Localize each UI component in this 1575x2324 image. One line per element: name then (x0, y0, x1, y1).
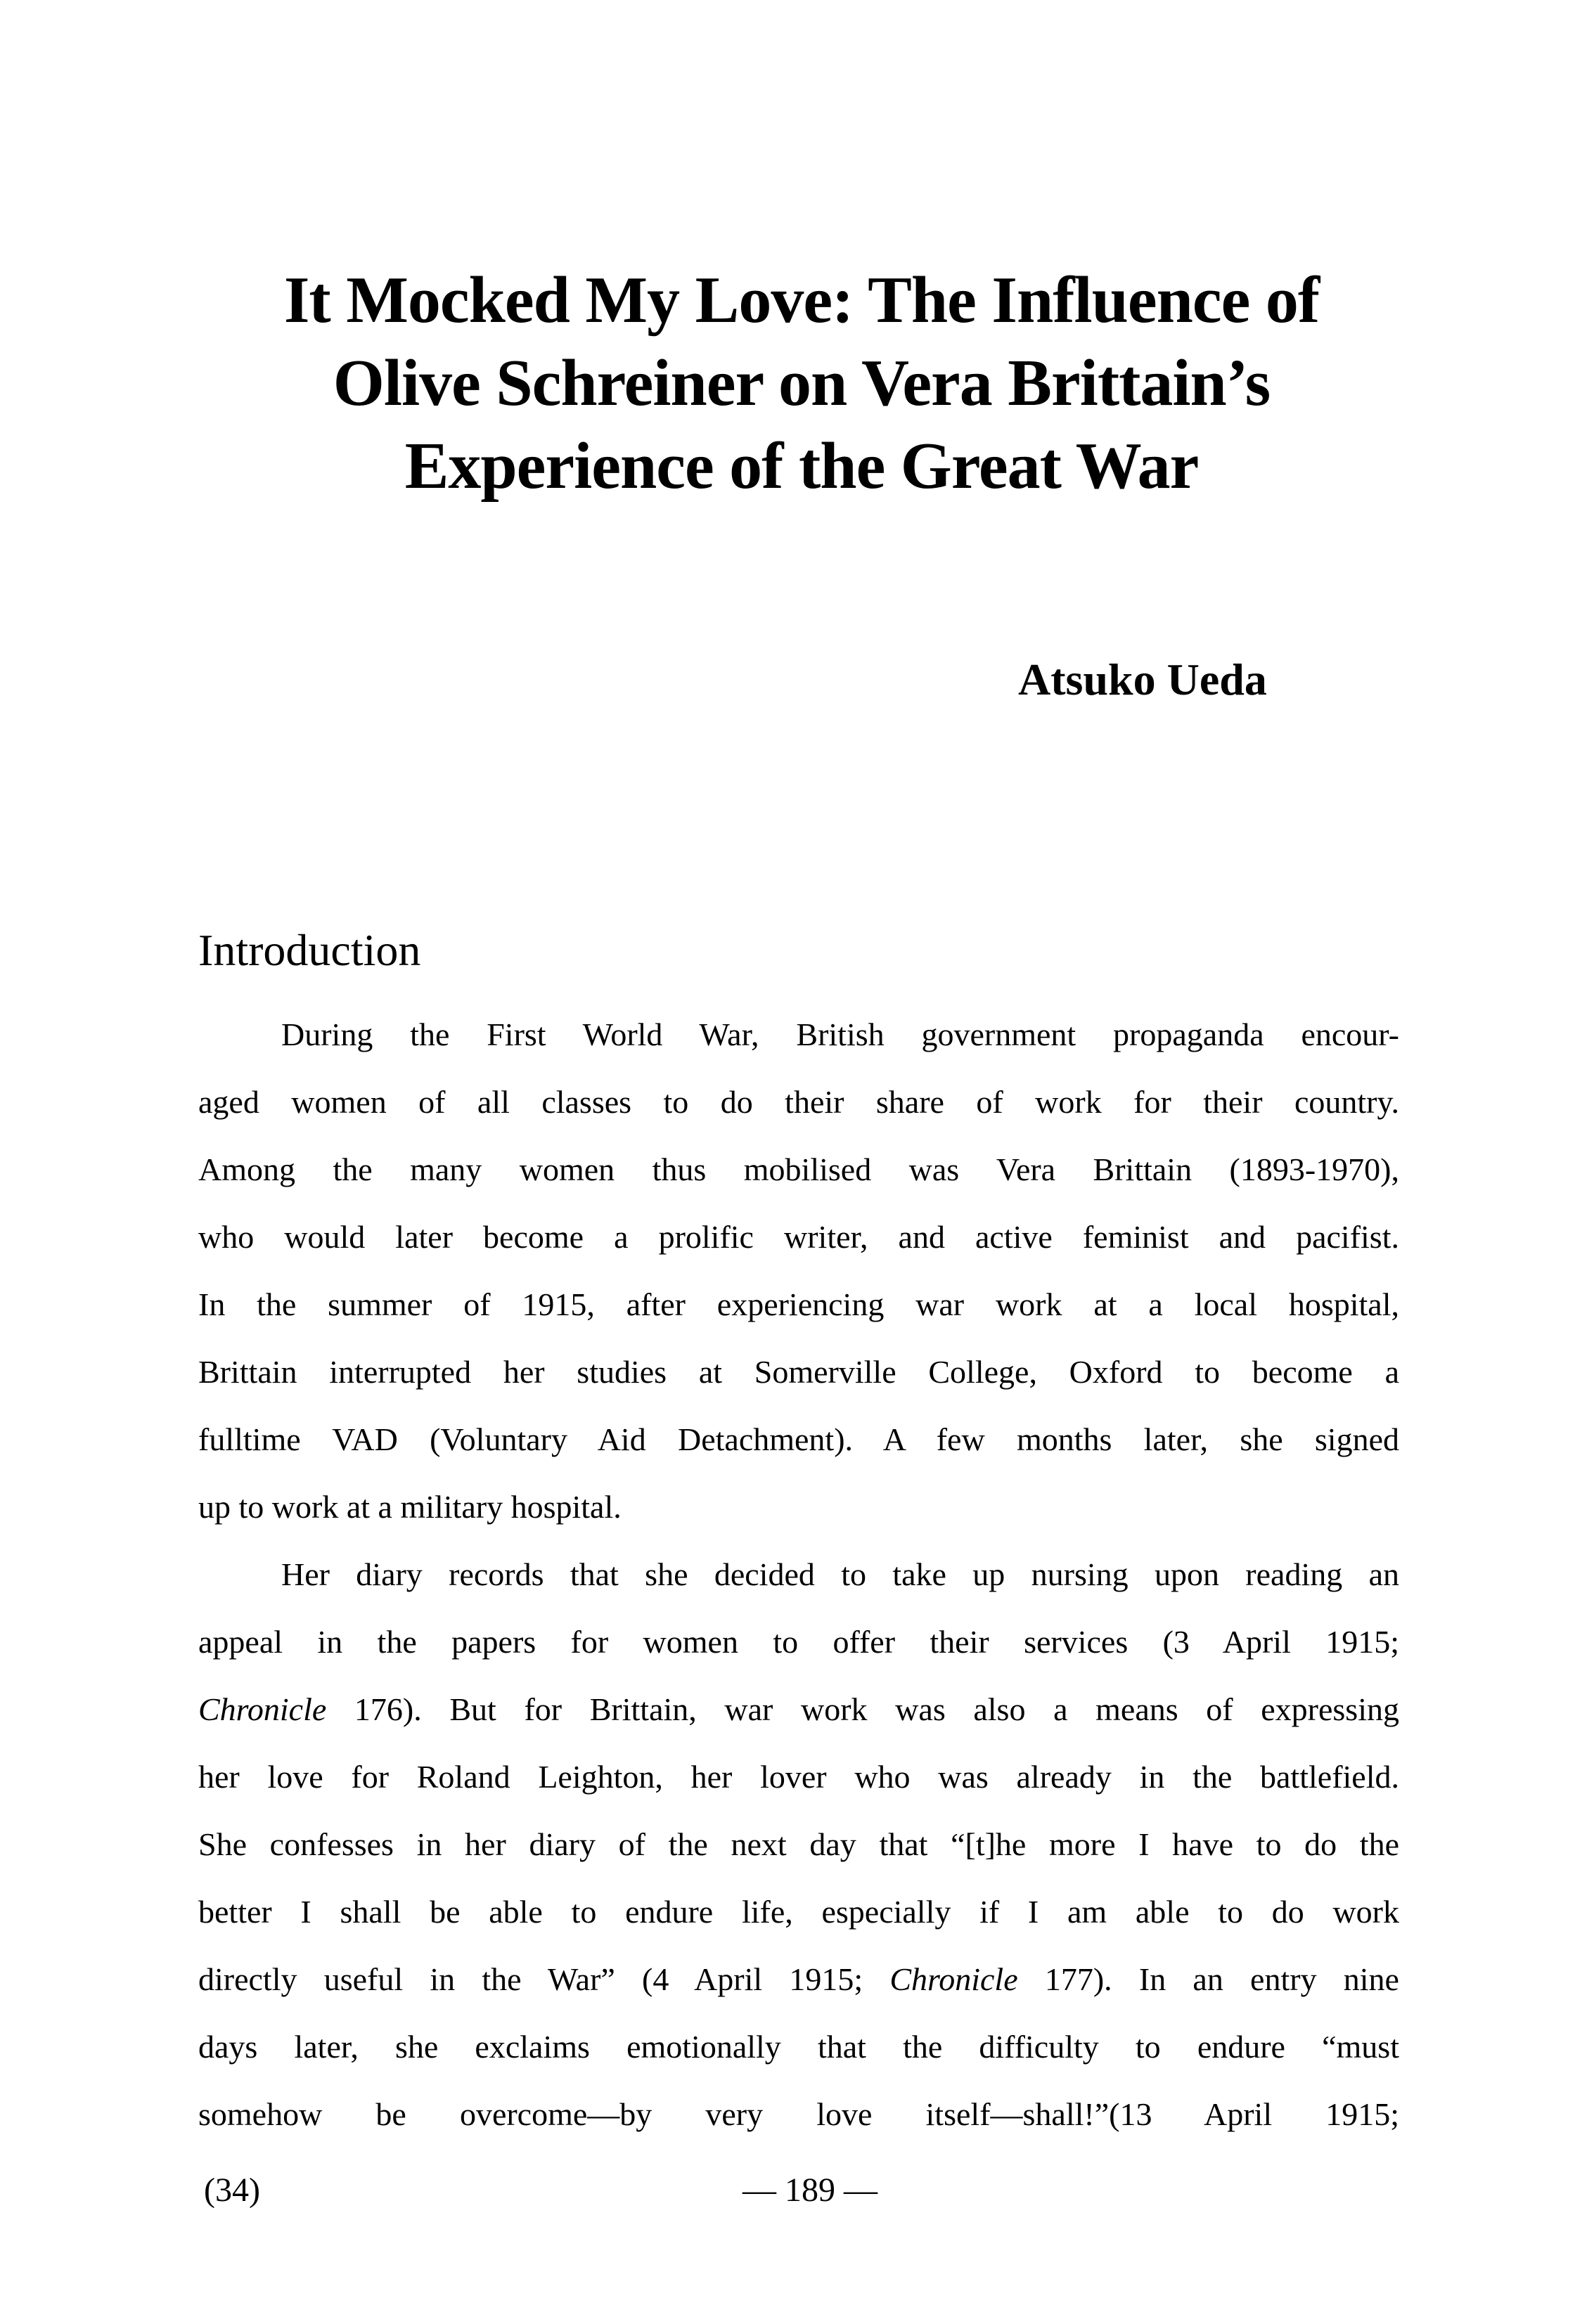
body-line (198, 1878, 1399, 1946)
text-segment: Her diary records that she decided to take up nursing upon reading an (281, 1556, 1399, 1592)
body-line (198, 1338, 1399, 1406)
text-segment: fulltime VAD (Voluntary Aid Detachment). A few months later, she signed (198, 1421, 1399, 1457)
paper-title-line-2: Olive Schreiner on Vera Brittain’s (333, 347, 1271, 420)
body-line (198, 1811, 1399, 1878)
body-line (198, 1743, 1399, 1811)
footer-page-number: — 189 — (742, 2171, 878, 2209)
italic-text-segment: Chronicle (198, 1691, 327, 1727)
text-segment: She confesses in her diary of the next day that “[t]he more I have to do the (198, 1826, 1399, 1862)
body-line (198, 2013, 1399, 2081)
italic-text-segment: Chronicle (889, 1961, 1018, 1997)
text-segment: During the First World War, British government propaganda encour- (281, 1016, 1399, 1052)
text-segment: 177). In an entry nine (1017, 1961, 1399, 1997)
paper-title (42, 259, 1561, 508)
body-line (198, 1946, 1399, 2013)
paper-title-line-1: It Mocked My Love: The Influence of (283, 264, 1320, 337)
body-line (198, 1069, 1399, 1136)
text-segment: better I shall be able to endure life, especially if I am able to do work (198, 1894, 1399, 1930)
body-line (198, 1001, 1399, 1069)
body-line (198, 2081, 1399, 2148)
text-segment: Brittain interrupted her studies at Somerville College, Oxford to become a (198, 1354, 1399, 1390)
text-segment: In the summer of 1915, after experiencing war work at a local hospital, (198, 1286, 1399, 1322)
body-line (198, 1541, 1399, 1608)
text-segment: up to work at a military hospital. (198, 1489, 622, 1525)
body-line (198, 1406, 1399, 1473)
text-segment: aged women of all classes to do their share of work for their country. (198, 1084, 1399, 1120)
body-line (198, 1676, 1399, 1743)
text-segment: appeal in the papers for women to offer their services (3 April 1915; (198, 1624, 1399, 1660)
text-segment: directly useful in the War” (4 April 1915; (198, 1961, 890, 1997)
text-segment: who would later become a prolific writer, and active feminist and pacifist. (198, 1219, 1399, 1255)
text-segment: Among the many women thus mobilised was Vera Brittain (1893-1970), (198, 1151, 1399, 1187)
body-line (198, 1136, 1399, 1203)
text-segment: her love for Roland Leighton, her lover who was already in the battlefield. (198, 1759, 1399, 1795)
body-line (198, 1203, 1399, 1271)
text-segment: days later, she exclaims emotionally that the difficulty to endure “must (198, 2029, 1399, 2065)
body-line (198, 1271, 1399, 1338)
body-text (198, 1001, 1399, 2148)
body-line (198, 1473, 1399, 1541)
section-heading-introduction: Introduction (198, 925, 421, 975)
body-line (198, 1608, 1399, 1676)
paper-title-line-3: Experience of the Great War (404, 430, 1199, 503)
text-segment: somehow be overcome—by very love itself—shall!”(13 April 1915; (198, 2096, 1399, 2132)
text-segment: 176). But for Brittain, war work was also a means of expressing (326, 1691, 1399, 1727)
author-name: Atsuko Ueda (1018, 654, 1267, 704)
footer-issue-number: (34) (204, 2171, 260, 2209)
